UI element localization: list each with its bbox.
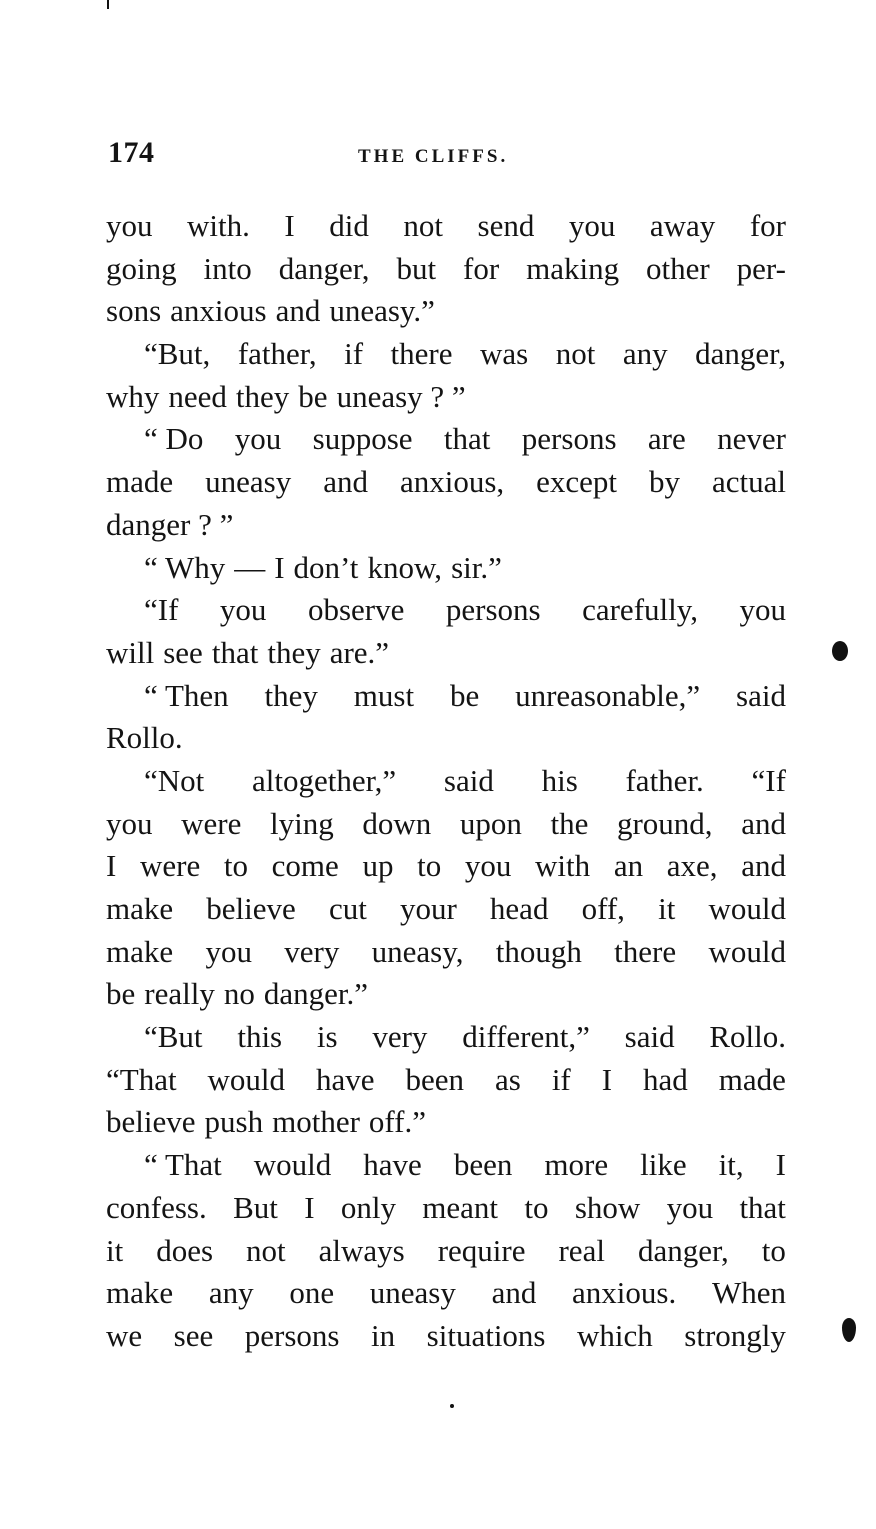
word: in xyxy=(371,1317,396,1353)
word: like xyxy=(640,1147,687,1183)
word: carefully, xyxy=(582,592,698,628)
running-head: THE CLIFFS. xyxy=(358,146,509,167)
word: are.” xyxy=(329,634,390,670)
word: except xyxy=(536,464,618,500)
word: why xyxy=(106,378,160,414)
word: head xyxy=(489,891,549,926)
word: if xyxy=(551,1061,571,1097)
word: and xyxy=(491,1275,537,1311)
word: have xyxy=(316,1061,375,1097)
word: believe xyxy=(106,1104,196,1140)
word: you xyxy=(666,1189,714,1225)
word: said xyxy=(736,677,786,713)
text-line xyxy=(106,1272,786,1315)
word: you xyxy=(568,208,616,243)
text-line xyxy=(106,1016,786,1059)
word: up xyxy=(362,848,394,884)
word: no xyxy=(223,976,255,1012)
word: the xyxy=(550,805,589,841)
word: anxious xyxy=(170,293,267,329)
word: down xyxy=(362,805,432,841)
word: real xyxy=(558,1232,605,1268)
word: we xyxy=(106,1317,143,1353)
word: come xyxy=(271,848,339,884)
word: observe xyxy=(307,592,405,628)
word: will xyxy=(106,634,155,670)
word: any xyxy=(208,1275,254,1311)
word: that xyxy=(211,634,259,670)
text-line xyxy=(106,1230,786,1273)
word: anxious. xyxy=(572,1275,677,1311)
word: persons xyxy=(521,421,617,457)
word: “ Do xyxy=(144,421,204,457)
word: not xyxy=(403,208,444,243)
text-line xyxy=(106,461,786,504)
word: never xyxy=(717,421,786,457)
word: with. xyxy=(187,208,250,243)
word: any xyxy=(622,336,668,372)
word: really xyxy=(144,976,215,1012)
word: make xyxy=(106,1275,174,1311)
word: would xyxy=(708,891,786,926)
text-line xyxy=(106,1187,786,1230)
text-line xyxy=(106,760,786,803)
word: “ Then xyxy=(144,677,229,713)
text-line xyxy=(106,205,786,248)
word: there xyxy=(390,336,453,372)
word: see xyxy=(173,1317,214,1353)
word: Rollo. xyxy=(709,1019,786,1055)
word: I xyxy=(274,549,285,585)
word: you xyxy=(106,805,153,841)
word: make xyxy=(106,933,174,969)
word: upon xyxy=(459,805,522,841)
text-line xyxy=(106,418,786,461)
word: you xyxy=(234,421,282,457)
ink-blot xyxy=(842,1318,856,1342)
word: always xyxy=(318,1232,405,1268)
word: I xyxy=(284,208,295,243)
word: off.” xyxy=(368,1104,427,1140)
word: for xyxy=(749,208,786,243)
text-line xyxy=(106,803,786,846)
word: “If xyxy=(751,762,786,798)
word: and xyxy=(323,464,368,500)
word: sir.” xyxy=(451,549,502,585)
word: danger, xyxy=(278,250,370,286)
word: only xyxy=(340,1189,396,1225)
word: into xyxy=(203,250,252,286)
word: very xyxy=(372,1019,428,1055)
word: altogether,” xyxy=(251,762,397,798)
word: you xyxy=(205,933,252,969)
text-line xyxy=(106,547,786,590)
word: other xyxy=(646,250,710,286)
word: be xyxy=(298,378,328,414)
word: which xyxy=(577,1317,653,1353)
word: to xyxy=(524,1189,549,1225)
word: believe xyxy=(206,891,296,926)
word: they xyxy=(267,634,321,670)
word: “But xyxy=(144,1019,203,1055)
word: confess. xyxy=(106,1189,207,1225)
text-line xyxy=(106,717,786,760)
word: very xyxy=(284,933,340,969)
word: for xyxy=(463,250,500,286)
page-number: 174 xyxy=(108,136,155,169)
text-line xyxy=(106,333,786,376)
body-text xyxy=(106,205,786,1358)
word: and xyxy=(741,848,786,884)
word: suppose xyxy=(312,421,413,457)
word: I xyxy=(775,1147,786,1183)
word: that xyxy=(443,421,491,457)
word: require xyxy=(437,1232,526,1268)
text-line xyxy=(106,1101,786,1144)
text-line xyxy=(106,248,786,291)
word: “ That xyxy=(144,1147,222,1183)
word: different,” xyxy=(462,1019,590,1055)
word: said xyxy=(624,1019,675,1055)
word: more xyxy=(544,1147,609,1183)
text-line xyxy=(106,888,786,931)
word: lying xyxy=(269,805,334,841)
word: away xyxy=(649,208,716,243)
text-line xyxy=(106,589,786,632)
word: danger.” xyxy=(263,976,368,1012)
word: make xyxy=(106,891,174,926)
word: are xyxy=(647,421,686,457)
text-line xyxy=(106,1144,786,1187)
word: that xyxy=(739,1189,786,1225)
word: show xyxy=(574,1189,641,1225)
text-line xyxy=(106,290,786,333)
word: to xyxy=(761,1232,786,1268)
word: see xyxy=(163,634,203,670)
word: it xyxy=(106,1232,124,1268)
word: made xyxy=(106,464,174,500)
word: have xyxy=(363,1147,422,1183)
word: I xyxy=(304,1189,315,1225)
word: know, xyxy=(367,549,443,585)
word: it, xyxy=(718,1147,744,1183)
word: danger, xyxy=(695,336,786,372)
word: don’t xyxy=(293,549,359,585)
word: be xyxy=(106,976,136,1012)
word: not xyxy=(246,1232,286,1268)
word: anxious, xyxy=(399,464,505,500)
word: uneasy, xyxy=(371,933,464,969)
text-line xyxy=(106,632,786,675)
text-line xyxy=(106,675,786,718)
word: it xyxy=(658,891,676,926)
word: and xyxy=(275,293,321,329)
word: one xyxy=(289,1275,335,1311)
word: unreasonable,” xyxy=(515,677,701,713)
word: mother xyxy=(272,1104,360,1140)
word: would xyxy=(207,1061,286,1097)
word: they xyxy=(235,378,290,414)
word: “Not xyxy=(144,762,205,798)
word: to xyxy=(223,848,248,884)
word: his xyxy=(541,762,578,798)
word: need xyxy=(168,378,227,414)
word: — xyxy=(234,549,266,585)
word: making xyxy=(526,250,620,286)
word: if xyxy=(344,336,364,372)
word: been xyxy=(405,1061,465,1097)
word: be xyxy=(449,677,480,713)
word: your xyxy=(399,891,457,926)
page-header xyxy=(108,136,788,180)
word: you xyxy=(219,592,267,628)
word: meant xyxy=(422,1189,499,1225)
word: “ Why xyxy=(144,549,226,585)
word: danger ? ” xyxy=(106,506,234,542)
word: to xyxy=(417,848,442,884)
word: did xyxy=(329,208,369,243)
word: father. xyxy=(625,762,704,798)
word: though xyxy=(495,933,582,969)
word: “If xyxy=(144,592,179,628)
text-line xyxy=(106,504,786,547)
word: was xyxy=(480,336,529,372)
word: with xyxy=(535,848,591,884)
word: said xyxy=(443,762,494,798)
word: would xyxy=(253,1147,332,1183)
word: would xyxy=(708,933,786,969)
word: sons xyxy=(106,293,162,329)
word: does xyxy=(156,1232,214,1268)
word: Rollo. xyxy=(106,720,183,756)
word: you xyxy=(106,208,153,243)
word: they xyxy=(264,677,318,713)
word: father, xyxy=(237,336,317,372)
word: uneasy xyxy=(205,464,292,500)
word: axe, xyxy=(666,848,718,884)
word: send xyxy=(477,208,535,243)
word: persons xyxy=(244,1317,340,1353)
text-line xyxy=(106,973,786,1016)
word: But xyxy=(233,1189,278,1225)
word: is xyxy=(316,1019,338,1055)
word: actual xyxy=(711,464,786,500)
word: push xyxy=(204,1104,264,1140)
text-line xyxy=(106,931,786,974)
word: been xyxy=(453,1147,513,1183)
word: strongly xyxy=(684,1317,786,1353)
word: I xyxy=(106,848,117,884)
word: I xyxy=(601,1061,613,1097)
ink-blot xyxy=(832,641,848,661)
text-line xyxy=(106,376,786,419)
word: by xyxy=(649,464,680,500)
word: were xyxy=(139,848,201,884)
word: uneasy ? ” xyxy=(336,378,466,414)
ink-mark xyxy=(107,0,109,9)
word: and xyxy=(741,805,786,841)
word: but xyxy=(396,250,437,286)
word: not xyxy=(555,336,596,372)
word: ground, xyxy=(616,805,713,841)
word: you xyxy=(739,592,786,628)
word: “That xyxy=(106,1061,177,1097)
word: going xyxy=(106,250,177,286)
word: were xyxy=(181,805,242,841)
word: “But, xyxy=(144,336,211,372)
word: there xyxy=(614,933,677,969)
word: had xyxy=(643,1061,688,1097)
text-line xyxy=(106,1315,786,1358)
word: per- xyxy=(736,250,786,286)
text-line xyxy=(106,1059,786,1102)
word: When xyxy=(711,1275,786,1311)
text-line xyxy=(106,845,786,888)
word: situations xyxy=(426,1317,546,1353)
word: persons xyxy=(445,592,541,628)
word: made xyxy=(718,1061,786,1097)
word: uneasy xyxy=(369,1275,456,1311)
word: cut xyxy=(328,891,367,926)
word: this xyxy=(237,1019,283,1055)
word: as xyxy=(495,1061,521,1097)
word: uneasy.” xyxy=(329,293,435,329)
word: must xyxy=(353,677,415,713)
word: an xyxy=(613,848,644,884)
word: danger, xyxy=(637,1232,729,1268)
word: you xyxy=(464,848,512,884)
word: off, xyxy=(581,891,625,926)
ink-dot xyxy=(450,1404,454,1408)
